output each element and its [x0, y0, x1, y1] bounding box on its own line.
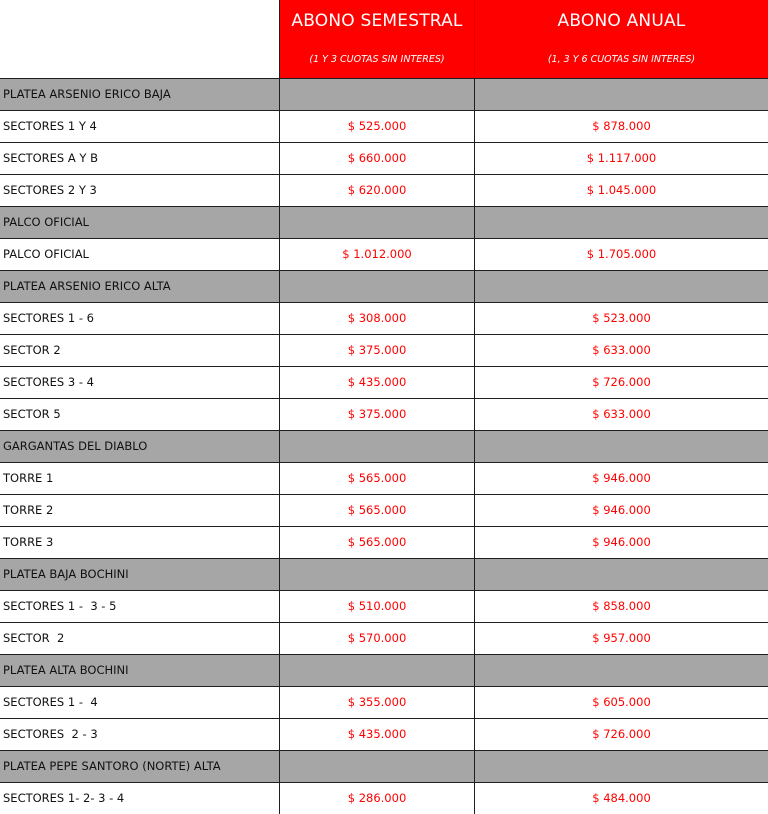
- sector-name: SECTORES 2 Y 3: [3, 183, 97, 197]
- table-row: [0, 366, 768, 398]
- table-row: [0, 462, 768, 494]
- section-header-row: [0, 78, 768, 110]
- table-row: [0, 526, 768, 558]
- price-anual: $ 605.000: [592, 695, 651, 709]
- price-semestral: $ 1.012.000: [342, 247, 412, 261]
- price-anual: $ 1.117.000: [586, 151, 657, 165]
- sector-name: SECTOR 2: [3, 631, 65, 645]
- price-anual: $ 858.000: [592, 599, 651, 613]
- sector-name: SECTORES 3 - 4: [3, 375, 94, 389]
- price-anual: $ 633.000: [592, 407, 651, 421]
- sector-name: PALCO OFICIAL: [3, 247, 89, 261]
- price-semestral: $ 620.000: [347, 183, 407, 197]
- table-row: [0, 110, 768, 142]
- section-title: PLATEA ALTA BOCHINI: [3, 663, 129, 677]
- table-row: [0, 334, 768, 366]
- price-anual: $ 726.000: [592, 727, 651, 741]
- header-left-border: [279, 0, 280, 78]
- price-anual: $ 946.000: [592, 503, 651, 517]
- price-semestral: $ 660.000: [347, 151, 407, 165]
- table-row: [0, 686, 768, 718]
- price-semestral: $ 435.000: [347, 375, 407, 389]
- price-anual: $ 946.000: [592, 471, 651, 485]
- price-anual: $ 484.000: [592, 791, 651, 805]
- table-row: [0, 398, 768, 430]
- sector-name: TORRE 2: [3, 503, 54, 517]
- price-semestral: $ 510.000: [347, 599, 407, 613]
- table-row: [0, 622, 768, 654]
- table-row: [0, 718, 768, 750]
- abono-semestral-subtitle: (1 Y 3 CUOTAS SIN INTERES): [309, 54, 445, 65]
- section-header-row: [0, 654, 768, 686]
- sector-name: SECTORES A Y B: [3, 151, 98, 165]
- section-header-row: [0, 430, 768, 462]
- sector-name: SECTORES 1 - 6: [3, 311, 94, 325]
- sector-name: SECTORES 1 - 3 - 5: [3, 599, 117, 613]
- sector-name: SECTOR 2: [3, 343, 61, 357]
- section-header-row: [0, 206, 768, 238]
- column-divider: [474, 78, 475, 814]
- abono-anual-subtitle: (1, 3 Y 6 CUOTAS SIN INTERES): [547, 54, 696, 65]
- price-semestral: $ 565.000: [347, 535, 407, 549]
- table-row: [0, 590, 768, 622]
- price-semestral: $ 286.000: [347, 791, 407, 805]
- price-anual: $ 633.000: [592, 343, 651, 357]
- table-row: [0, 142, 768, 174]
- section-title: PLATEA PEPE SANTORO (NORTE) ALTA: [3, 759, 221, 773]
- section-title: GARGANTAS DEL DIABLO: [3, 439, 148, 453]
- price-semestral: $ 525.000: [347, 119, 407, 133]
- section-title: PALCO OFICIAL: [3, 215, 89, 229]
- table-row: [0, 494, 768, 526]
- price-anual: $ 878.000: [592, 119, 651, 133]
- section-header-row: [0, 558, 768, 590]
- table-row: [0, 782, 768, 814]
- column-divider: [279, 78, 280, 814]
- price-anual: $ 523.000: [592, 311, 651, 325]
- section-title: PLATEA ARSENIO ERICO BAJA: [3, 87, 171, 101]
- sector-name: SECTORES 1- 2- 3 - 4: [3, 791, 125, 805]
- price-semestral: $ 375.000: [347, 407, 407, 421]
- price-semestral: $ 565.000: [347, 503, 407, 517]
- table-row: [0, 238, 768, 270]
- table-row: [0, 302, 768, 334]
- price-anual: $ 957.000: [592, 631, 651, 645]
- price-semestral: $ 435.000: [347, 727, 407, 741]
- price-semestral: $ 355.000: [347, 695, 407, 709]
- price-semestral: $ 308.000: [347, 311, 407, 325]
- sector-name: TORRE 1: [3, 471, 54, 485]
- section-header-row: [0, 270, 768, 302]
- price-semestral: $ 565.000: [347, 471, 407, 485]
- price-semestral: $ 375.000: [347, 343, 407, 357]
- sector-name: TORRE 3: [3, 535, 54, 549]
- section-header-row: [0, 750, 768, 782]
- header-abono-anual: [475, 0, 768, 78]
- price-anual: $ 726.000: [592, 375, 651, 389]
- section-title: PLATEA BAJA BOCHINI: [3, 567, 129, 581]
- price-anual: $ 1.705.000: [586, 247, 657, 261]
- sector-name: SECTORES 2 - 3: [3, 727, 98, 741]
- table-row: [0, 174, 768, 206]
- sector-name: SECTORES 1 - 4: [3, 695, 98, 709]
- sector-name: SECTOR 5: [3, 407, 61, 421]
- sector-name: SECTORES 1 Y 4: [3, 119, 97, 133]
- header-abono-semestral: [280, 0, 474, 78]
- price-semestral: $ 570.000: [347, 631, 407, 645]
- abono-semestral-title: ABONO SEMESTRAL: [291, 11, 463, 31]
- section-title: PLATEA ARSENIO ERICO ALTA: [3, 279, 171, 293]
- price-anual: $ 946.000: [592, 535, 651, 549]
- abono-anual-title: ABONO ANUAL: [557, 11, 686, 31]
- price-anual: $ 1.045.000: [586, 183, 657, 197]
